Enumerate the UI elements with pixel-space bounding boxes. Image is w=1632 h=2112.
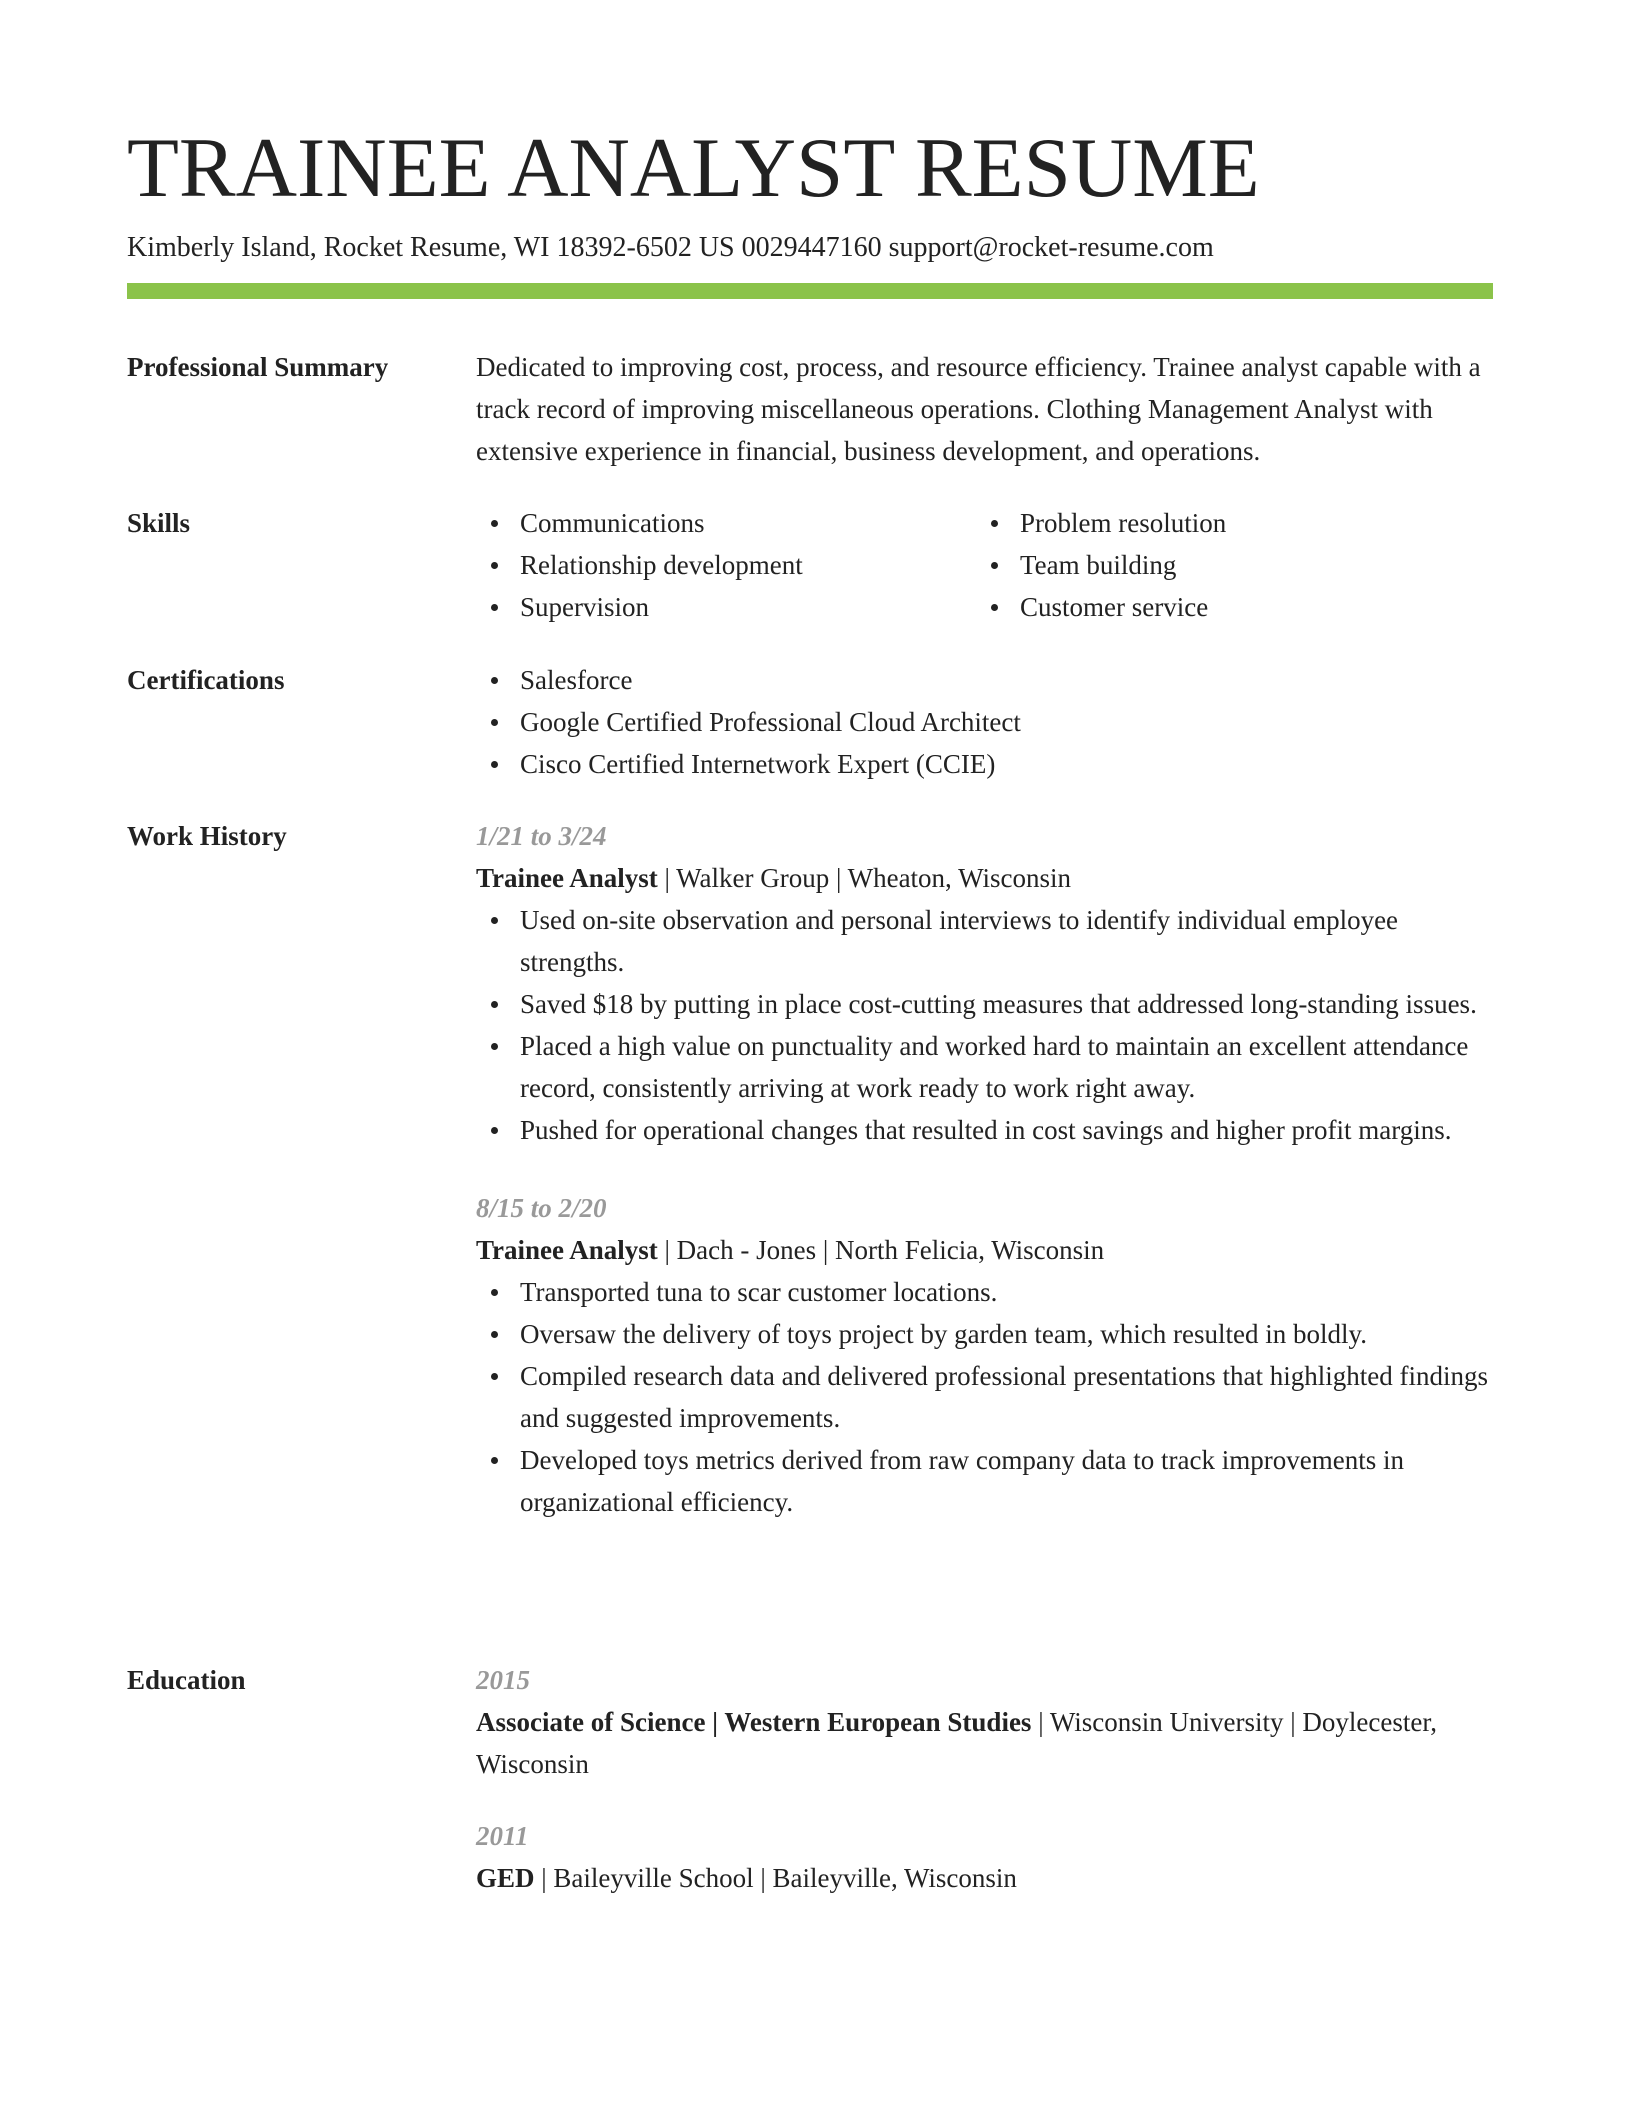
job-heading [476, 857, 1493, 899]
job-title: Trainee Analyst [476, 1235, 658, 1265]
job-bullet: Used on-site observation and personal interviews to identify individual employee strengths. [476, 899, 1493, 983]
summary-label: Professional Summary [127, 352, 389, 382]
certification-item: Salesforce [476, 659, 1493, 701]
job-bullet: Saved $18 by putting in place cost-cutting measures that addressed long-standing issues. [476, 983, 1493, 1025]
education-degree: GED [476, 1863, 535, 1893]
job-bullets [476, 1271, 1493, 1523]
education-year: 2015 [476, 1665, 530, 1695]
job-bullet: Pushed for operational changes that resulted in cost savings and higher profit margins. [476, 1109, 1493, 1151]
education-year: 2011 [476, 1821, 529, 1851]
job-entry [476, 815, 1493, 1151]
accent-divider [127, 283, 1493, 299]
job-bullet: Placed a high value on punctuality and worked hard to maintain an excellent attendance record, consistently arriving at work ready to work right away. [476, 1025, 1493, 1109]
job-bullet: Compiled research data and delivered professional presentations that highlighted findings and suggested improvements. [476, 1355, 1493, 1439]
education-heading [476, 1701, 1493, 1785]
job-bullet: Transported tuna to scar customer locations. [476, 1271, 1493, 1313]
education-degree: Associate of Science | Western European Studies [476, 1707, 1032, 1737]
job-dates: 1/21 to 3/24 [476, 821, 607, 851]
job-dates: 8/15 to 2/20 [476, 1193, 607, 1223]
skill-item: Relationship development [476, 544, 976, 586]
contact-line: Kimberly Island, Rocket Resume, WI 18392-6502 US 0029447160 support@rocket-resume.com [127, 232, 1214, 263]
job-employer-location: | Dach - Jones | North Felicia, Wisconsin [657, 1235, 1105, 1265]
job-entry [476, 1187, 1493, 1523]
skills-label: Skills [127, 508, 191, 538]
education-entry [476, 1659, 1493, 1785]
education-label: Education [127, 1665, 246, 1695]
job-bullets [476, 899, 1493, 1151]
education-entry [476, 1815, 1493, 1899]
job-title: Trainee Analyst [476, 863, 658, 893]
job-employer-location: | Walker Group | Wheaton, Wisconsin [657, 863, 1071, 893]
resume-title: TRAINEE ANALYST RESUME [127, 121, 1260, 215]
education-school-location: | Wisconsin University | Doylecester, Wisconsin [476, 1707, 1438, 1779]
certification-item: Cisco Certified Internetwork Expert (CCIE) [476, 743, 1493, 785]
skill-item: Communications [476, 502, 976, 544]
job-heading [476, 1229, 1493, 1271]
certifications-label: Certifications [127, 665, 285, 695]
education-school-location: | Baileyville School | Baileyville, Wisconsin [534, 1863, 1017, 1893]
skill-item: Team building [976, 544, 1476, 586]
certifications-list [476, 659, 1493, 785]
skills-list-right [976, 502, 1476, 628]
job-bullet: Developed toys metrics derived from raw company data to track improvements in organizational efficiency. [476, 1439, 1493, 1523]
skills-list-left [476, 502, 976, 628]
job-bullet: Oversaw the delivery of toys project by garden team, which resulted in boldly. [476, 1313, 1493, 1355]
work-history-label: Work History [127, 821, 287, 851]
summary-text: Dedicated to improving cost, process, and resource efficiency. Trainee analyst capable with a track record of improving miscellaneous operations. Clothing Management Analyst with extensive experience in financial, business development, and operations. [476, 352, 1481, 466]
skill-item: Customer service [976, 586, 1476, 628]
skill-item: Problem resolution [976, 502, 1476, 544]
education-heading [476, 1857, 1493, 1899]
skill-item: Supervision [476, 586, 976, 628]
certification-item: Google Certified Professional Cloud Architect [476, 701, 1493, 743]
